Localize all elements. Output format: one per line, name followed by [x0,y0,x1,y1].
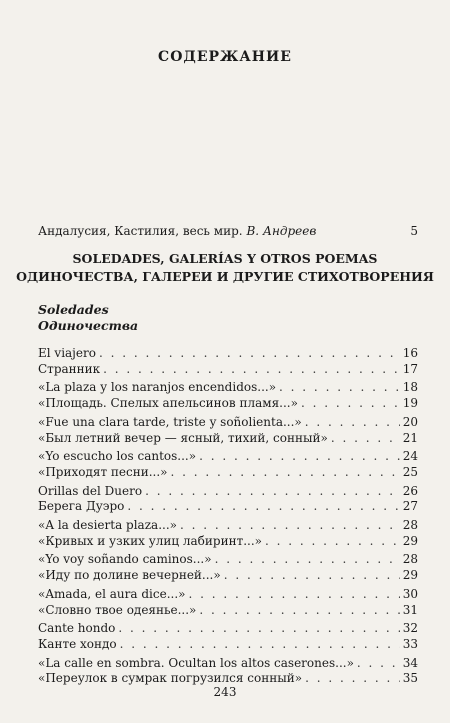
toc-entry-page: 25 [402,464,418,479]
page-title: СОДЕРЖАНИЕ [158,49,292,65]
toc-entry-page: 28 [402,552,418,567]
toc-entry-page: 32 [402,621,418,636]
subsection-spanish: Soledades [38,302,109,317]
toc-entry [38,484,418,498]
toc-entry-page: 19 [402,396,418,411]
intro-entry-author: В. Андреев [246,224,317,238]
leader-dots [357,656,400,670]
toc-entry-title: «Приходят песни...» [38,464,168,479]
toc-entry-page: 31 [402,602,418,617]
leader-dots [305,415,400,429]
toc-entry-title: «Был летний вечер — ясный, тихий, сонный» [38,430,328,445]
toc-entry-page: 26 [402,483,418,498]
leader-dots [103,362,400,376]
leader-dots [199,603,399,617]
page-number: 243 [213,685,237,699]
toc-entry-page: 34 [402,655,418,670]
toc-entry [38,465,418,479]
leader-dots [265,534,400,548]
toc-entry-title: Берега Дуэро [38,499,125,514]
toc-entry [38,396,418,410]
toc-entry [38,637,418,651]
toc-entry [38,499,418,513]
leader-dots [305,671,400,685]
toc-entry-title: «Переулок в сумрак погрузился сонный» [38,671,303,686]
section-heading-spanish: SOLEDADES, GALERÍAS Y OTROS POEMAS [72,251,378,266]
toc-entry-title: «A la desierta plaza...» [38,518,177,532]
toc-entry [38,431,418,445]
toc-entry [38,449,418,463]
toc-entry-title: «Yo escucho los cantos...» [38,449,197,464]
intro-entry [38,224,418,238]
toc-entry [38,621,418,635]
toc-entry [38,518,418,532]
toc-entry-title: «Иду по долине вечерней...» [38,568,221,583]
toc-entry-title: «Кривых и узких улиц лабиринт...» [38,533,263,548]
toc-entry-title: Странник [38,361,101,376]
toc-entry [38,587,418,601]
leader-dots [145,484,400,498]
leader-dots [171,465,400,479]
toc-entry-page: 28 [402,518,418,532]
toc-entry-title: «Площадь. Спелых апельсинов пламя...» [38,396,298,411]
leader-dots [224,568,400,582]
toc-entry [38,656,418,670]
toc-entry-title: «La plaza y los naranjos encendidos...» [38,380,277,395]
intro-entry-text: Андалусия, Кастилия, весь мир. [38,224,243,238]
toc-entry-page: 27 [402,499,418,514]
leader-dots [199,449,400,463]
toc-entry-page: 24 [402,449,418,464]
toc-entry-title: «La calle en sombra. Ocultan los altos caserones...» [38,655,354,670]
leader-dots [127,499,399,513]
toc-entry-page: 16 [402,346,418,360]
toc-entry [38,415,418,429]
intro-entry-page: 5 [410,224,418,238]
toc-entry-page: 17 [402,361,418,376]
toc-entry-title: «Словно твое одеянье...» [38,602,197,617]
toc-entry-page: 20 [402,414,418,429]
leader-dots [118,621,399,635]
toc-entry-title: Orillas del Duero [38,483,143,498]
leader-dots [215,552,400,566]
toc-entry [38,362,418,376]
leader-dots [301,396,400,410]
toc-entry [38,346,418,360]
toc-entry-page: 33 [402,636,418,651]
toc-entry [38,568,418,582]
leader-dots [188,587,399,601]
toc-entry [38,380,418,394]
leader-dots [180,518,400,532]
leader-dots [99,346,400,360]
toc-entry-page: 29 [402,568,418,583]
toc-entry-title: Cante hondo [38,621,116,636]
toc-entry [38,603,418,617]
toc-entry-page: 30 [402,586,418,601]
toc-entry-title: «Fue una clara tarde, triste y soñolienta...» [38,414,302,429]
toc-entry-title: Канте хондо [38,636,117,651]
toc-entry-page: 35 [402,671,418,686]
section-heading-russian: ОДИНОЧЕСТВА, ГАЛЕРЕИ И ДРУГИЕ СТИХОТВОРЕНИЯ [16,269,434,284]
leader-dots [120,637,400,651]
leader-dots [331,431,400,445]
leader-dots [279,380,400,394]
toc-entry-title: «Yo voy soñando caminos...» [38,552,212,567]
toc-entry-title: El viajero [38,346,96,360]
toc-entry-page: 21 [402,430,418,445]
toc-entry [38,552,418,566]
toc-entry-page: 18 [402,380,418,395]
toc-entry-title: «Amada, el aura dice...» [38,586,186,601]
toc-entry-page: 29 [402,533,418,548]
subsection-russian: Одиночества [38,318,139,333]
toc-entry [38,534,418,548]
toc-entry [38,671,418,685]
